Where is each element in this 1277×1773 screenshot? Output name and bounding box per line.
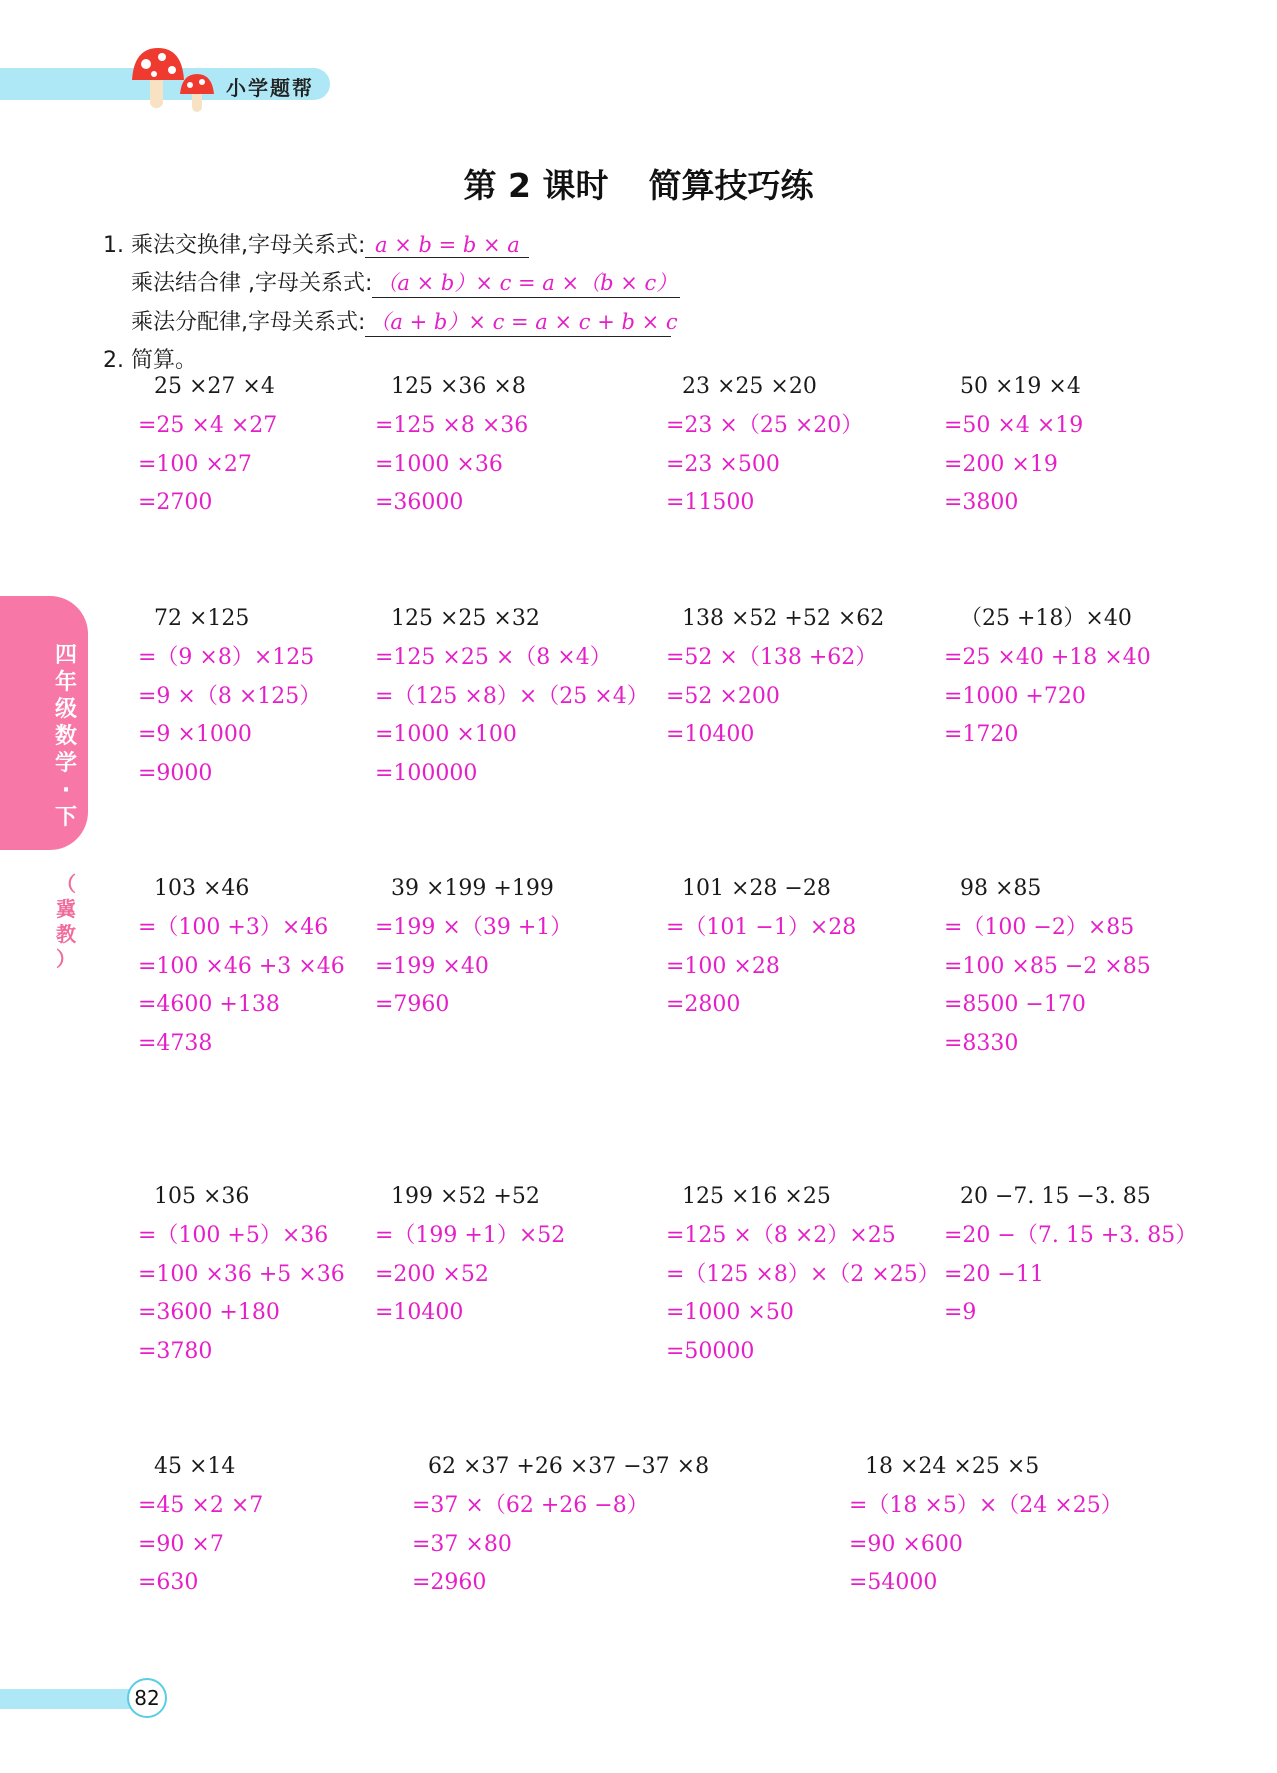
calc-block [375,600,649,794]
calc-problem: 20 −7. 15 −3. 85 [960,1184,1151,1209]
calc-problem: 23 ×25 ×20 [682,374,817,399]
calc-step: =100000 [375,761,478,787]
calc-block [944,600,1151,755]
calc-step: =52 ×（138 +62） [666,644,878,670]
calc-step: =100 ×36 +5 ×36 [138,1261,345,1287]
calc-problem: 138 ×52 +52 ×62 [682,606,885,631]
calc-step: =1720 [944,722,1019,748]
calc-step: =4600 +138 [138,992,280,1018]
calc-step: =（18 ×5）×（24 ×25） [849,1492,1123,1518]
calc-step: =199 ×（39 +1） [375,914,573,940]
calc-block [138,1448,264,1603]
calc-step: =100 ×28 [666,953,780,979]
calc-problem: 72 ×125 [154,606,250,631]
calc-step: =25 ×4 ×27 [138,412,278,438]
calc-problem: 62 ×37 +26 ×37 −37 ×8 [428,1454,710,1479]
calc-step: =10400 [666,722,755,748]
brand-name: 小学题帮 [226,76,314,100]
answer-blank: （a + b）× c = a × c + b × c [365,306,671,337]
calc-block [944,1178,1198,1333]
mushroom-logo-icon [128,44,228,116]
calc-problem: 50 ×19 ×4 [960,374,1081,399]
calc-step: =37 ×80 [412,1531,512,1557]
calc-block [138,368,278,523]
calc-block [666,368,864,523]
calc-step: =（101 −1）×28 [666,914,857,940]
calc-block [375,368,529,523]
calc-step: =9 [944,1300,977,1326]
calc-step: =100 ×27 [138,451,252,477]
calc-step: =25 ×40 +18 ×40 [944,644,1151,670]
page-number: 82 [127,1678,167,1718]
calc-block [375,1178,566,1333]
calc-problem: 103 ×46 [154,876,250,901]
calc-step: =8500 −170 [944,992,1086,1018]
calc-step: =（9 ×8）×125 [138,644,315,670]
calc-problem: （25 +18）×40 [960,606,1132,631]
calc-step: =2800 [666,992,741,1018]
calc-problem: 39 ×199 +199 [391,876,554,901]
calc-step: =2960 [412,1570,487,1596]
calc-step: =（100 +3）×46 [138,914,329,940]
lesson-number: 第 2 课时 [463,166,609,205]
calc-step: =125 ×8 ×36 [375,412,529,438]
calc-step: =23 ×500 [666,451,780,477]
calc-step: =100 ×46 +3 ×46 [138,953,345,979]
answer-blank: a × b = b × a [365,233,529,258]
calc-block [849,1448,1123,1603]
calc-block [944,870,1151,1064]
calc-step: =3780 [138,1339,213,1365]
calc-step: =9 ×（8 ×125） [138,683,322,709]
calc-step: =90 ×600 [849,1531,963,1557]
footer-band [0,1689,138,1709]
calc-step: =125 ×（8 ×2）×25 [666,1222,896,1248]
calc-step: =（100 +5）×36 [138,1222,329,1248]
calc-block [412,1448,710,1603]
calc-step: =（100 −2）×85 [944,914,1135,940]
answer-blank: （a × b）× c = a ×（b × c） [372,267,680,298]
calc-problem: 125 ×36 ×8 [391,374,526,399]
page-title [0,160,1277,207]
calc-step: =100 ×85 −2 ×85 [944,953,1151,979]
calc-step: =37 ×（62 +26 −8） [412,1492,649,1518]
q1-line-distributive: 乘法分配律,字母关系式: （a + b）× c = a × c + b × c [131,305,671,337]
calc-step: =9000 [138,761,213,787]
calc-step: =8330 [944,1031,1019,1057]
calc-problem: 25 ×27 ×4 [154,374,275,399]
calc-block [666,1178,940,1372]
calc-step: =54000 [849,1570,938,1596]
calc-step: =52 ×200 [666,683,780,709]
side-tab-text: 四 年 级 数 学 · 下 [54,643,77,830]
calc-step: =1000 ×36 [375,451,503,477]
calc-step: =50000 [666,1339,755,1365]
calc-block [944,368,1084,523]
calc-block [375,870,573,1025]
q2-label: 2. 简算。 [103,348,197,373]
calc-step: =90 ×7 [138,1531,224,1557]
calc-step: =3600 +180 [138,1300,280,1326]
q1-line-commutative: 1. 乘法交换律,字母关系式: a × b = b × a [103,228,529,259]
calc-step: =11500 [666,490,755,516]
calc-step: =20 −（7. 15 +3. 85） [944,1222,1198,1248]
calc-step: =20 −11 [944,1261,1044,1287]
calc-block [138,600,322,794]
calc-problem: 98 ×85 [960,876,1042,901]
calc-step: =3800 [944,490,1019,516]
calc-step: =45 ×2 ×7 [138,1492,264,1518]
lesson-name: 简算技巧练 [648,166,814,205]
calc-step: =4738 [138,1031,213,1057]
calc-step: =（125 ×8）×（2 ×25） [666,1261,940,1287]
calc-problem: 45 ×14 [154,1454,236,1479]
calc-problem: 101 ×28 −28 [682,876,831,901]
calc-step: =10400 [375,1300,464,1326]
calc-block [138,870,345,1064]
calc-block [666,600,885,755]
calc-problem: 18 ×24 ×25 ×5 [865,1454,1040,1479]
q1-line-associative: 乘法结合律 ,字母关系式: （a × b）× c = a ×（b × c） [131,266,680,298]
calc-step: =125 ×25 ×（8 ×4） [375,644,612,670]
calc-step: =630 [138,1570,199,1596]
calc-step: =9 ×1000 [138,722,252,748]
calc-step: =（199 +1）×52 [375,1222,566,1248]
side-tab-edition: （ 冀 教 ） [56,872,76,971]
calc-problem: 105 ×36 [154,1184,250,1209]
calc-step: =199 ×40 [375,953,489,979]
calc-step: =（125 ×8）×（25 ×4） [375,683,649,709]
calc-step: =1000 +720 [944,683,1086,709]
calc-block [138,1178,345,1372]
calc-step: =200 ×19 [944,451,1058,477]
calc-step: =36000 [375,490,464,516]
calc-problem: 125 ×25 ×32 [391,606,540,631]
calc-step: =1000 ×50 [666,1300,794,1326]
calc-step: =7960 [375,992,450,1018]
calc-step: =50 ×4 ×19 [944,412,1084,438]
calc-block [666,870,857,1025]
calc-problem: 125 ×16 ×25 [682,1184,831,1209]
calc-problem: 199 ×52 +52 [391,1184,540,1209]
calc-step: =23 ×（25 ×20） [666,412,864,438]
calc-step: =2700 [138,490,213,516]
calc-step: =200 ×52 [375,1261,489,1287]
calc-step: =1000 ×100 [375,722,517,748]
